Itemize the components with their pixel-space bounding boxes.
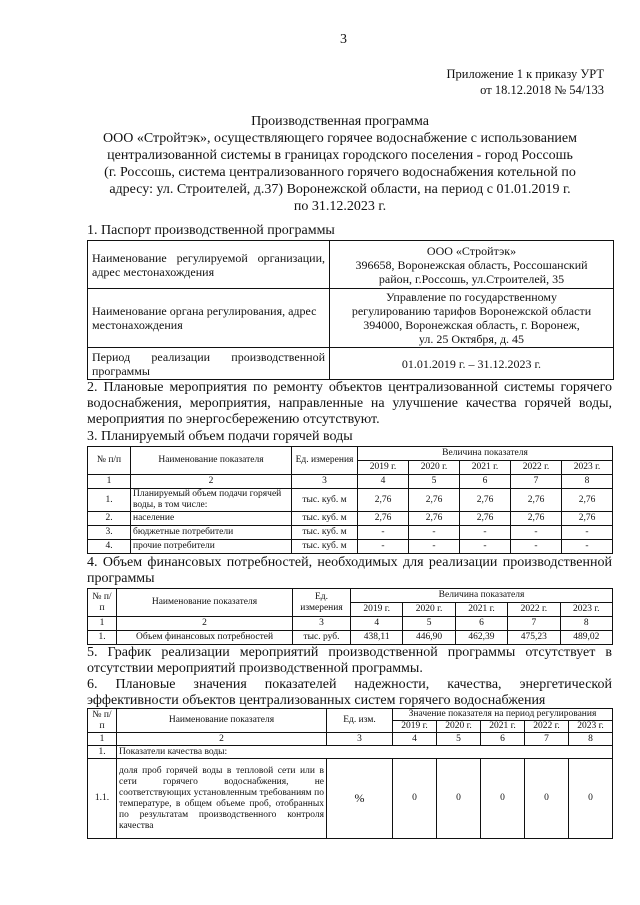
row-unit: тыс. руб. bbox=[293, 631, 351, 645]
passport-value: 01.01.2019 г. – 31.12.2023 г. bbox=[330, 348, 614, 380]
col-num: 4 bbox=[351, 617, 403, 631]
section-6-heading: 6. Плановые значения показателей надежности, качества, энергетической эффективности объектов централизованных систем горячего водоснабжения bbox=[87, 677, 612, 708]
section-2-text: 2. Плановые мероприятия по ремонту объектов централизованной системы горячего водоснабжения, мероприятия, направленные на улучшение качества горячей воды, мероприятия по энергосбережению отсутствуют. bbox=[87, 380, 612, 427]
year-header: 2021 г. bbox=[455, 603, 507, 617]
table-row bbox=[88, 289, 614, 348]
year-header: 2021 г. bbox=[481, 721, 525, 733]
row-value: 438,11 bbox=[351, 631, 403, 645]
header-num: № п/п bbox=[88, 447, 131, 475]
year-header: 2020 г. bbox=[409, 461, 460, 475]
row-value: 462,39 bbox=[455, 631, 507, 645]
row-value: 0 bbox=[393, 759, 437, 839]
header-num: № п/п bbox=[88, 709, 117, 733]
col-num: 3 bbox=[292, 475, 358, 489]
col-num: 1 bbox=[88, 733, 117, 746]
title-line: централизованной системы в границах городского поселения - город Россошь bbox=[107, 148, 573, 163]
header-unit: Ед. изм. bbox=[327, 709, 393, 733]
row-value: - bbox=[460, 540, 511, 554]
row-num: 4. bbox=[88, 540, 131, 554]
row-value: 0 bbox=[437, 759, 481, 839]
row-name: Объем финансовых потребностей bbox=[117, 631, 293, 645]
col-num: 5 bbox=[409, 475, 460, 489]
document-title bbox=[60, 113, 620, 215]
row-value: 489,02 bbox=[560, 631, 612, 645]
title-line: Производственная программа bbox=[251, 114, 429, 129]
row-name: бюджетные потребители bbox=[131, 526, 292, 540]
col-num: 6 bbox=[460, 475, 511, 489]
row-value: 2,76 bbox=[460, 512, 511, 526]
page-number: 3 bbox=[340, 32, 347, 47]
passport-label: Период реализации производственной программы bbox=[88, 348, 330, 380]
year-header: 2023 г. bbox=[569, 721, 613, 733]
col-num: 2 bbox=[117, 617, 293, 631]
col-num: 7 bbox=[525, 733, 569, 746]
section-1-heading: 1. Паспорт производственной программы bbox=[87, 223, 335, 238]
section-4-heading: 4. Объем финансовых потребностей, необходимых для реализации производственной программы bbox=[87, 555, 612, 586]
table-group-row bbox=[88, 746, 613, 759]
group-num: 1. bbox=[88, 746, 117, 759]
row-value: 2,76 bbox=[460, 489, 511, 512]
row-value: - bbox=[562, 540, 613, 554]
column-number-row bbox=[88, 475, 613, 489]
col-num: 4 bbox=[393, 733, 437, 746]
col-num: 7 bbox=[511, 475, 562, 489]
row-name: прочие потребители bbox=[131, 540, 292, 554]
row-value: 2,76 bbox=[511, 512, 562, 526]
year-header: 2022 г. bbox=[511, 461, 562, 475]
group-name: Показатели качества воды: bbox=[117, 746, 613, 759]
col-num: 1 bbox=[88, 475, 131, 489]
row-value: - bbox=[460, 526, 511, 540]
table-row bbox=[88, 489, 613, 512]
table-header-row bbox=[88, 589, 613, 603]
appendix-reference bbox=[447, 66, 605, 98]
header-value: Величина показателя bbox=[351, 589, 613, 603]
table-header-row bbox=[88, 709, 613, 721]
value-line: 396658, Воронежская область, Россошанский bbox=[355, 257, 588, 272]
col-num: 5 bbox=[437, 733, 481, 746]
row-value: 2,76 bbox=[562, 512, 613, 526]
section-3-heading: 3. Планируемый объем подачи горячей воды bbox=[87, 429, 353, 444]
header-value: Значение показателя на период регулирования bbox=[393, 709, 613, 721]
value-line: 394000, Воронежская область, г. Воронеж, bbox=[363, 318, 580, 332]
header-name: Наименование показателя bbox=[117, 709, 327, 733]
row-value: - bbox=[409, 526, 460, 540]
section-5-text: 5. График реализации мероприятий производственной программы отсутствует в отсутствии мероприятий производственной программы. bbox=[87, 645, 612, 676]
row-value: - bbox=[358, 540, 409, 554]
year-header: 2022 г. bbox=[508, 603, 560, 617]
table-row bbox=[88, 241, 614, 289]
header-name: Наименование показателя bbox=[117, 589, 293, 617]
row-unit: тыс. куб. м bbox=[292, 489, 358, 512]
col-num: 3 bbox=[327, 733, 393, 746]
column-number-row bbox=[88, 733, 613, 746]
reliability-indicators-table bbox=[87, 708, 613, 839]
row-value: 2,76 bbox=[358, 512, 409, 526]
table-row bbox=[88, 512, 613, 526]
title-line: по 31.12.2023 г. bbox=[293, 199, 387, 214]
value-line: район, г.Россошь, ул.Строителей, 35 bbox=[378, 271, 565, 286]
header-value: Величина показателя bbox=[358, 447, 613, 461]
row-name: Планируемый объем подачи горячей воды, в том числе: bbox=[131, 489, 292, 512]
appendix-line: от 18.12.2018 № 54/133 bbox=[480, 83, 604, 97]
passport-table bbox=[87, 240, 614, 380]
year-header: 2019 г. bbox=[351, 603, 403, 617]
row-num: 1. bbox=[88, 489, 131, 512]
header-num: № п/п bbox=[88, 589, 117, 617]
col-num: 8 bbox=[560, 617, 612, 631]
value-line: ООО «Стройтэк» bbox=[426, 243, 517, 258]
value-line: ул. 25 Октября, д. 45 bbox=[418, 332, 525, 346]
table-row bbox=[88, 631, 613, 645]
row-unit: тыс. куб. м bbox=[292, 540, 358, 554]
financial-needs-table bbox=[87, 588, 613, 645]
col-num: 5 bbox=[403, 617, 455, 631]
header-unit: Ед. измерения bbox=[292, 447, 358, 475]
value-line: Управление по государственному bbox=[385, 290, 558, 304]
year-header: 2022 г. bbox=[525, 721, 569, 733]
title-line: ООО «Стройтэк», осуществляющего горячее водоснабжение с использованием bbox=[102, 131, 578, 146]
header-unit: Ед. измерения bbox=[293, 589, 351, 617]
col-num: 1 bbox=[88, 617, 117, 631]
value-line: регулированию тарифов Воронежской области bbox=[351, 304, 592, 318]
passport-label: Наименование регулируемой организации, адрес местонахождения bbox=[88, 241, 330, 289]
row-name: население bbox=[131, 512, 292, 526]
col-num: 6 bbox=[481, 733, 525, 746]
passport-value bbox=[330, 289, 614, 348]
row-num: 3. bbox=[88, 526, 131, 540]
row-value: 0 bbox=[569, 759, 613, 839]
row-name: доля проб горячей воды в тепловой сети или в сети горячего водоснабжения, не соответствующих установленным требованиям по температуре, в общем объеме проб, отобранных по результатам производственного контроля качества bbox=[117, 759, 327, 839]
row-value: - bbox=[358, 526, 409, 540]
year-header: 2019 г. bbox=[393, 721, 437, 733]
row-value: 2,76 bbox=[409, 489, 460, 512]
header-name: Наименование показателя bbox=[131, 447, 292, 475]
year-header: 2019 г. bbox=[358, 461, 409, 475]
passport-label: Наименование органа регулирования, адрес местонахождения bbox=[88, 289, 330, 348]
row-value: - bbox=[511, 540, 562, 554]
row-value: 0 bbox=[481, 759, 525, 839]
row-value: 475,23 bbox=[508, 631, 560, 645]
row-value: 446,90 bbox=[403, 631, 455, 645]
row-num: 1.1. bbox=[88, 759, 117, 839]
col-num: 4 bbox=[358, 475, 409, 489]
supply-volume-table bbox=[87, 446, 613, 554]
year-header: 2021 г. bbox=[460, 461, 511, 475]
row-value: 2,76 bbox=[562, 489, 613, 512]
title-line: (г. Россошь, система централизованного горячего водоснабжения котельной по bbox=[104, 165, 576, 180]
row-value: - bbox=[562, 526, 613, 540]
passport-value bbox=[330, 241, 614, 289]
row-unit: тыс. куб. м bbox=[292, 526, 358, 540]
col-num: 7 bbox=[508, 617, 560, 631]
col-num: 8 bbox=[562, 475, 613, 489]
year-header: 2023 г. bbox=[560, 603, 612, 617]
row-value: 2,76 bbox=[358, 489, 409, 512]
table-row bbox=[88, 759, 613, 839]
title-line: адресу: ул. Строителей, д.37) Воронежской области, на период с 01.01.2019 г. bbox=[109, 182, 571, 197]
row-value: 0 bbox=[525, 759, 569, 839]
appendix-line: Приложение 1 к приказу УРТ bbox=[446, 67, 604, 81]
row-num: 2. bbox=[88, 512, 131, 526]
row-value: - bbox=[511, 526, 562, 540]
row-unit: % bbox=[327, 759, 393, 839]
col-num: 2 bbox=[117, 733, 327, 746]
table-header-row bbox=[88, 447, 613, 461]
row-value: 2,76 bbox=[409, 512, 460, 526]
col-num: 3 bbox=[293, 617, 351, 631]
col-num: 8 bbox=[569, 733, 613, 746]
row-unit: тыс. куб. м bbox=[292, 512, 358, 526]
row-value: - bbox=[409, 540, 460, 554]
row-value: 2,76 bbox=[511, 489, 562, 512]
col-num: 6 bbox=[455, 617, 507, 631]
row-num: 1. bbox=[88, 631, 117, 645]
table-row bbox=[88, 526, 613, 540]
table-row bbox=[88, 348, 614, 380]
table-row bbox=[88, 540, 613, 554]
column-number-row bbox=[88, 617, 613, 631]
year-header: 2020 г. bbox=[403, 603, 455, 617]
col-num: 2 bbox=[131, 475, 292, 489]
year-header: 2023 г. bbox=[562, 461, 613, 475]
year-header: 2020 г. bbox=[437, 721, 481, 733]
